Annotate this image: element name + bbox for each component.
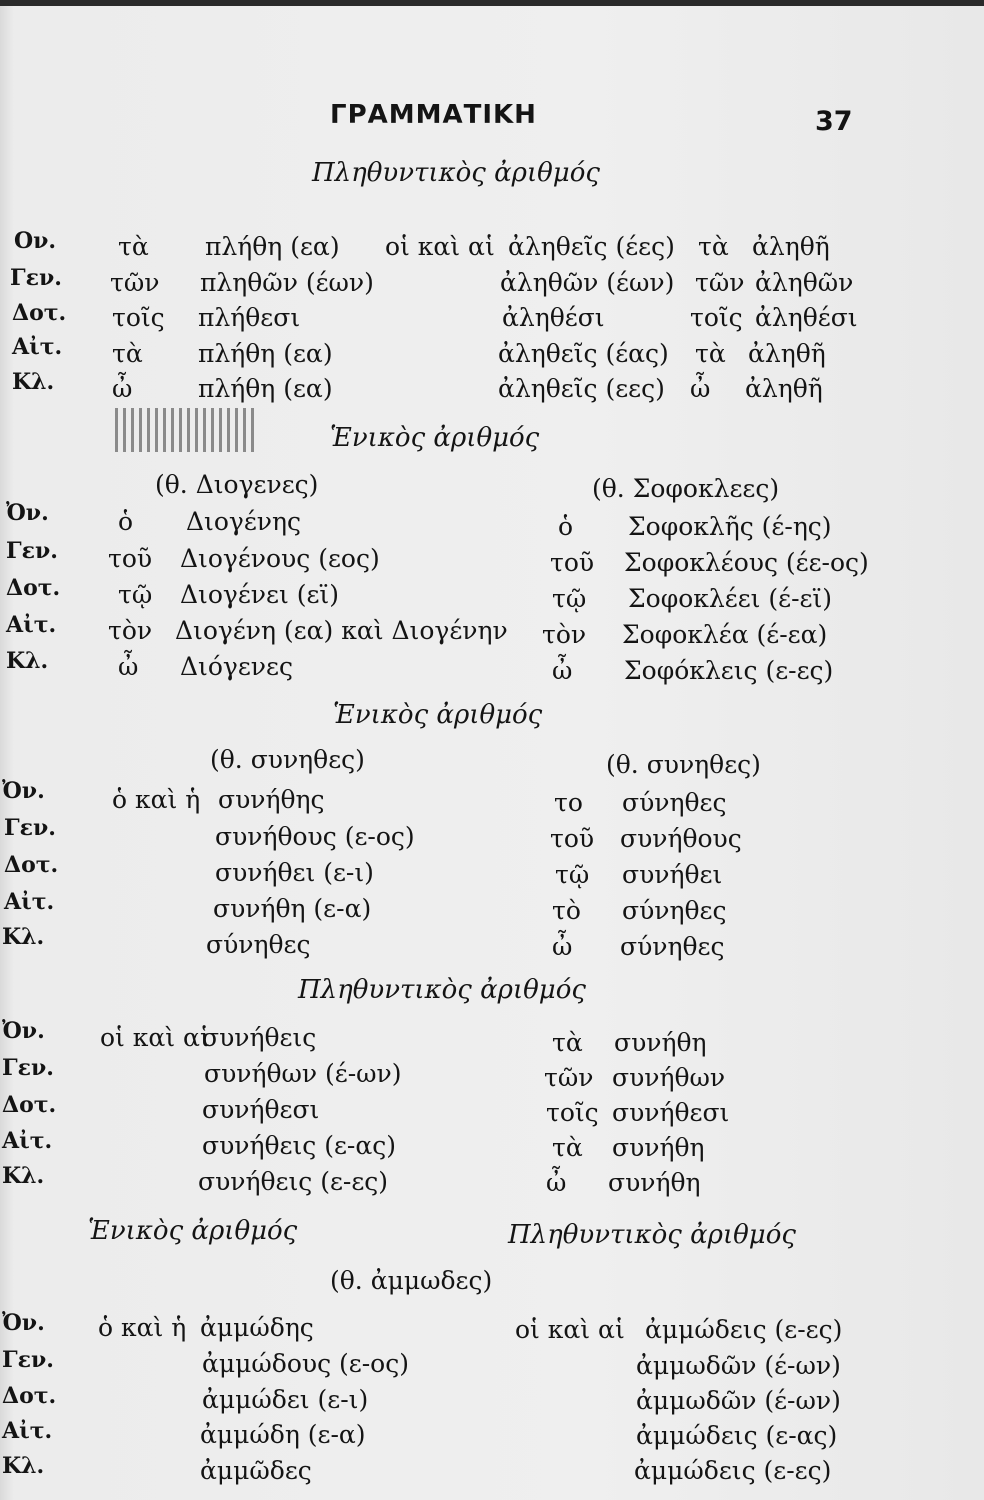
noun-form: πλήθη (εα)	[198, 374, 333, 403]
adjective-form: ἀμμώδει (ε-ι)	[202, 1385, 369, 1414]
adjective-form: ἀληθῶν	[755, 268, 854, 297]
adjective-form: ἀληθῆ	[748, 339, 826, 368]
case-label: Κλ.	[12, 369, 55, 395]
article: τὸν	[542, 620, 587, 649]
noun-form: πληθῶν (έων)	[200, 268, 374, 297]
article: τῶν	[110, 268, 160, 297]
adjective-form: ἀμμώδη (ε-α)	[200, 1420, 366, 1449]
adjective-form: συνήθων (έ-ων)	[204, 1059, 402, 1088]
adjective-form: ἀληθέσι	[755, 303, 858, 332]
case-label: Γεν.	[6, 538, 58, 564]
case-label: Κλ.	[6, 648, 49, 674]
article: τῶν	[695, 268, 745, 297]
case-label: Αἰτ.	[2, 1128, 53, 1154]
article: τῷ	[555, 860, 590, 889]
adjective-form: ἀληθῶν (έων)	[500, 268, 675, 297]
article: οἱ καὶ αἱ	[385, 232, 495, 261]
adjective-form: ἀμμώδεις (ε-ες)	[645, 1315, 843, 1344]
theme-label: (θ. ἀμμωδες)	[330, 1266, 493, 1295]
adjective-form: σύνηθες	[622, 896, 727, 925]
theme-label: (θ. Διογενες)	[155, 470, 319, 499]
case-label: Γεν.	[10, 265, 62, 291]
noun-form: Σοφοκλῆς (έ-ης)	[628, 512, 832, 541]
case-label: Δοτ.	[12, 300, 67, 326]
adjective-form: συνήθεις (ε-ες)	[198, 1167, 389, 1196]
article: ὁ καὶ ἡ	[112, 785, 201, 814]
case-label: Γεν.	[4, 815, 56, 841]
case-label: Κλ.	[2, 924, 45, 950]
adjective-form: συνήθεις (ε-ας)	[202, 1131, 396, 1160]
adjective-form: ἀληθεῖς (εες)	[498, 374, 665, 403]
adjective-form: συνήθη	[614, 1028, 707, 1057]
article: οἱ καὶ αἱ	[100, 1023, 210, 1052]
article: τοῖς	[546, 1098, 599, 1127]
theme-label: (θ. Σοφοκλεες)	[592, 474, 780, 503]
case-label: Αἰτ.	[2, 1418, 53, 1444]
adjective-form: συνήθης	[218, 785, 325, 814]
section-heading: Ἑνικὸς ἀριθμός	[330, 423, 540, 453]
adjective-form: ἀμμώδεις (ε-ες)	[634, 1456, 832, 1485]
article: τῷ	[118, 580, 153, 609]
article: ὦ	[118, 652, 139, 681]
adjective-form: συνήθους (ε-ος)	[215, 822, 415, 851]
adjective-form: ἀμμώδης	[200, 1313, 314, 1342]
case-label: Ὀν.	[6, 500, 49, 526]
adjective-form: συνήθεσι	[612, 1098, 730, 1127]
page-top-edge	[0, 0, 984, 6]
adjective-form: ἀληθεῖς (έας)	[498, 339, 669, 368]
page-number: 37	[815, 106, 853, 137]
article: τὸ	[552, 896, 581, 925]
adjective-form: ἀμμωδῶν (έ-ων)	[636, 1351, 841, 1380]
case-label: Αἰτ.	[6, 612, 57, 638]
case-label: Γεν.	[2, 1347, 54, 1373]
case-label: Αἰτ.	[4, 889, 55, 915]
case-label: Δοτ.	[2, 1092, 57, 1118]
adjective-form: συνήθει (ε-ι)	[215, 858, 374, 887]
article: τῷ	[552, 584, 587, 613]
adjective-form: ἀληθέσι	[502, 303, 605, 332]
article: το	[554, 788, 583, 817]
case-label: Ον.	[14, 228, 57, 254]
case-label: Κλ.	[2, 1163, 45, 1189]
noun-form: Σοφοκλέει (έ-εϊ)	[628, 584, 833, 613]
article: τὰ	[698, 232, 729, 261]
adjective-form: ἀμμωδῶν (έ-ων)	[636, 1386, 841, 1415]
adjective-form: συνήθεσι	[202, 1095, 320, 1124]
noun-form: Διογένους (εος)	[180, 544, 380, 573]
adjective-form: συνήθεις	[202, 1023, 317, 1052]
section-heading: Ἑνικὸς ἀριθμός	[88, 1216, 298, 1246]
article: ὦ	[546, 1168, 567, 1197]
article: τὸν	[108, 616, 153, 645]
article: οἱ καὶ αἱ	[515, 1315, 625, 1344]
case-label: Δοτ.	[4, 852, 59, 878]
case-label: Δοτ.	[2, 1383, 57, 1409]
adjective-form: συνήθη	[612, 1133, 705, 1162]
noun-form: Σοφόκλεις (ε-ες)	[624, 656, 834, 685]
adjective-form: ἀληθῆ	[745, 374, 823, 403]
article: ὁ	[558, 512, 574, 541]
article: τὰ	[552, 1133, 583, 1162]
article: τοῦ	[108, 544, 153, 573]
noun-form: Σοφοκλέα (έ-εα)	[622, 620, 828, 649]
noun-form: πλήθεσι	[198, 303, 301, 332]
article: τὰ	[118, 232, 149, 261]
adjective-form: συνήθει	[622, 860, 723, 889]
section-heading: Πληθυντικὸς ἀριθμός	[312, 158, 600, 188]
noun-form: Διόγενες	[180, 652, 293, 681]
article: τοῦ	[550, 548, 595, 577]
case-label: Ὀν.	[2, 1018, 45, 1044]
article: ὦ	[112, 374, 133, 403]
article: ὁ	[118, 507, 134, 536]
case-label: Ὀν.	[2, 778, 45, 804]
noun-form: πλήθη (εα)	[205, 232, 340, 261]
article: τοῦ	[550, 824, 595, 853]
adjective-form: ἀμμώδεις (ε-ας)	[636, 1421, 838, 1450]
section-heading: Πληθυντικὸς ἀριθμός	[298, 975, 586, 1005]
article: τὰ	[552, 1028, 583, 1057]
case-label: Κλ.	[2, 1453, 45, 1479]
article: ὦ	[690, 374, 711, 403]
adjective-form: σύνηθες	[206, 930, 311, 959]
case-label: Γεν.	[2, 1055, 54, 1081]
adjective-form: ἀμμώδους (ε-ος)	[202, 1349, 409, 1378]
article: τὰ	[695, 339, 726, 368]
adjective-form: σύνηθες	[622, 788, 727, 817]
noun-form: Σοφοκλέους (έε-ος)	[624, 548, 869, 577]
adjective-form: συνήθων	[612, 1063, 726, 1092]
adjective-form: ἀμμῶδες	[200, 1456, 312, 1485]
case-label: Αἰτ.	[12, 334, 63, 360]
case-label: Ὀν.	[2, 1310, 45, 1336]
adjective-form: συνήθη	[608, 1168, 701, 1197]
section-heading: Ἑνικὸς ἀριθμός	[333, 700, 543, 730]
article: ὦ	[552, 656, 573, 685]
adjective-form: σύνηθες	[620, 932, 725, 961]
article: τῶν	[544, 1063, 594, 1092]
theme-label: (θ. συνηθες)	[606, 750, 761, 779]
article: τοῖς	[690, 303, 743, 332]
adjective-form: συνήθη (ε-α)	[213, 894, 372, 923]
running-header: ΓΡΑΜΜΑΤΙΚΗ	[330, 100, 537, 130]
article: τοῖς	[112, 303, 165, 332]
adjective-form: ἀληθεῖς (έες)	[508, 232, 675, 261]
adjective-form: ἀληθῆ	[752, 232, 830, 261]
section-heading: Πληθυντικὸς ἀριθμός	[508, 1220, 796, 1250]
noun-form: πλήθη (εα)	[198, 339, 333, 368]
ink-smudge-mark	[115, 408, 255, 452]
noun-form: Διογένης	[186, 507, 301, 536]
noun-form: Διογένη (εα) καὶ Διογένην	[175, 616, 508, 645]
case-label: Δοτ.	[6, 575, 61, 601]
noun-form: Διογένει (εϊ)	[180, 580, 339, 609]
article: τὰ	[112, 339, 143, 368]
article: ὦ	[552, 932, 573, 961]
adjective-form: συνήθους	[620, 824, 742, 853]
article: ὁ καὶ ἡ	[98, 1313, 187, 1342]
theme-label: (θ. συνηθες)	[210, 745, 365, 774]
